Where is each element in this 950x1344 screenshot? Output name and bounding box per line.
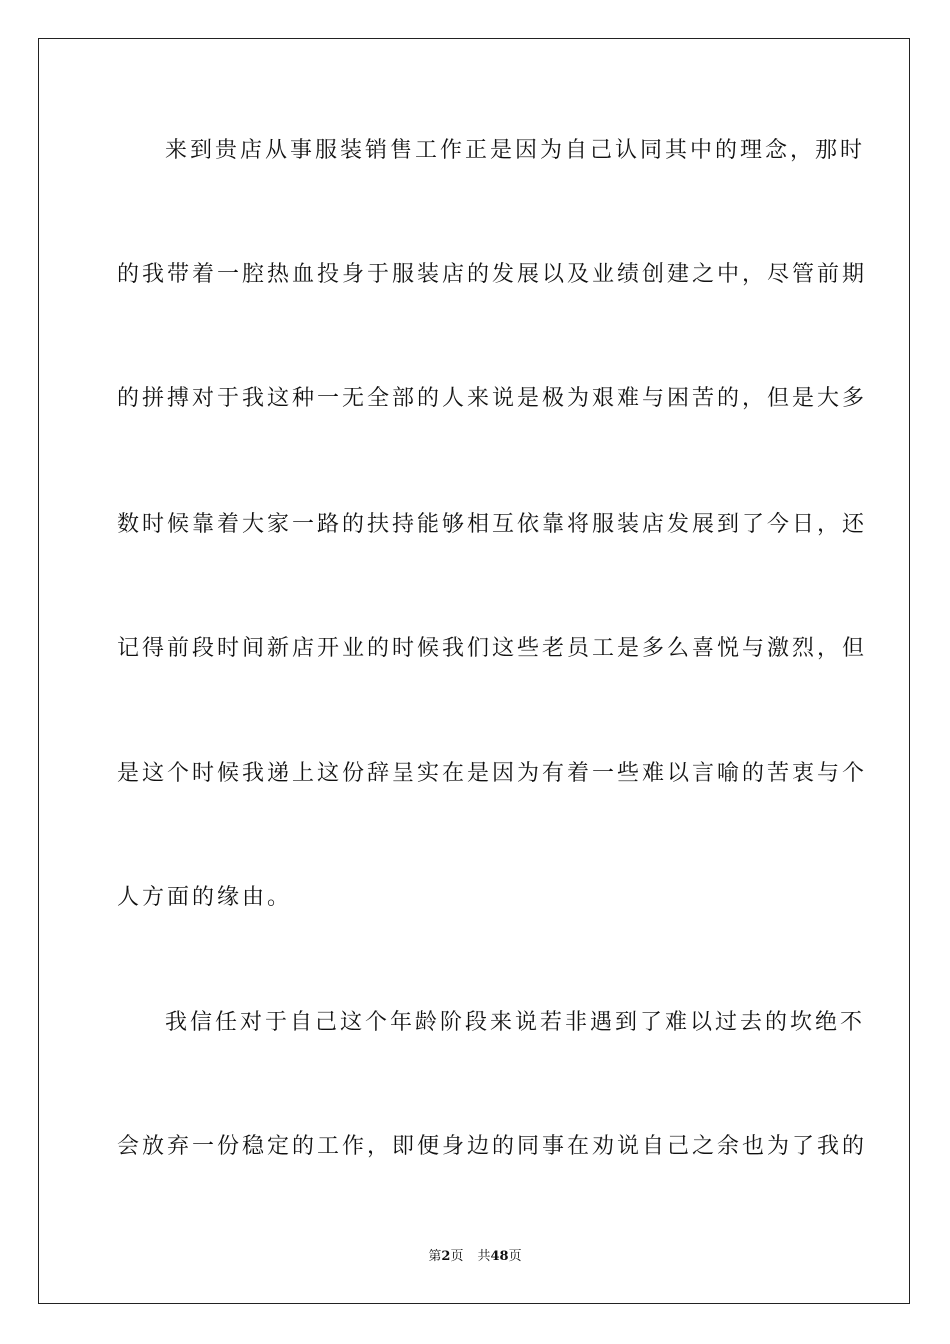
paragraph-1-line-1: 来到贵店从事服装销售工作正是因为自己认同其中的理念，那时 bbox=[165, 138, 866, 163]
total-suffix: 页 bbox=[508, 1249, 522, 1264]
paragraph-1-line-7: 人方面的缘由。 bbox=[117, 885, 293, 910]
page-number: 2 bbox=[441, 1249, 451, 1264]
paragraph-1-line-4: 数时候靠着大家一路的扶持能够相互依靠将服装店发展到了今日，还 bbox=[117, 512, 868, 537]
total-pages: 48 bbox=[490, 1249, 509, 1264]
paragraph-1-line-6: 是这个时候我递上这份辞呈实在是因为有着一些难以言喻的苦衷与个 bbox=[117, 761, 868, 786]
page-border bbox=[38, 38, 910, 1304]
page-suffix: 页 bbox=[450, 1249, 464, 1264]
paragraph-1-line-3: 的拼搏对于我这种一无全部的人来说是极为艰难与困苦的，但是大多 bbox=[117, 386, 868, 411]
page-footer bbox=[0, 1248, 950, 1266]
paragraph-1-line-2: 的我带着一腔热血投身于服装店的发展以及业绩创建之中，尽管前期 bbox=[117, 262, 868, 287]
paragraph-2-line-2: 会放弃一份稳定的工作，即便身边的同事在劝说自己之余也为了我的 bbox=[117, 1134, 868, 1159]
total-prefix: 共 bbox=[477, 1249, 491, 1264]
paragraph-1-line-5: 记得前段时间新店开业的时候我们这些老员工是多么喜悦与激烈，但 bbox=[117, 636, 868, 661]
page-prefix: 第 bbox=[428, 1249, 442, 1264]
paragraph-2-line-1: 我信任对于自己这个年龄阶段来说若非遇到了难以过去的坎绝不 bbox=[165, 1010, 866, 1035]
